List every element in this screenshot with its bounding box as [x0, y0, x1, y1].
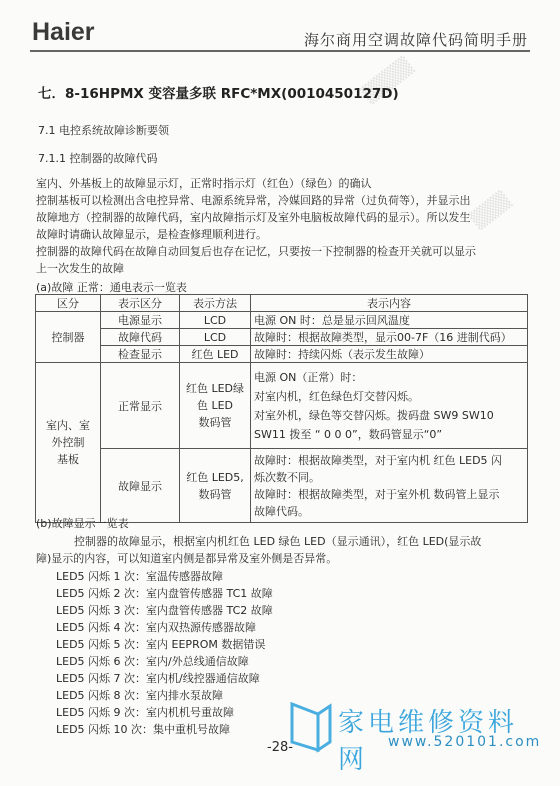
table-cell: 电源 ON 时：总是显示回风温度 — [251, 312, 528, 329]
cell-line: 电源 ON（正常）时： — [254, 370, 363, 384]
list-item: LED5 闪烁 7 次：室内机/线控器通信故障 — [56, 672, 260, 685]
list-item: LED5 闪烁 5 次：室内 EEPROM 数据错误 — [56, 638, 266, 651]
list-intro-line: 障)显示的内容，可以知道室内侧是都异常及室外侧是否异常。 — [36, 552, 338, 565]
intro-line: 故障地方（控制器的故障代码，室内故障指示灯及室外电脑板故障代码的显示）。所以发生 — [36, 211, 471, 224]
haier-logo: Haier — [32, 18, 95, 46]
table-cell: 故障时：根据故障类型，显示00-7F（16 进制代码） — [251, 329, 528, 346]
cell-line: 数码管 — [198, 416, 232, 429]
col-header: 表示方法 — [180, 295, 251, 312]
group-line: 室内、室 — [46, 419, 90, 432]
group-cell — [36, 363, 101, 523]
cell-line: 数码管 — [198, 487, 232, 501]
table-cell — [251, 363, 528, 449]
section-title: 七．8-16HPMX 变容量多联 RFC*MX(0010450127D) — [38, 86, 399, 102]
table-cell: LCD — [180, 329, 251, 346]
table-cell — [180, 363, 251, 449]
col-header: 表示区分 — [101, 295, 180, 312]
list-item: LED5 闪烁 4 次：室内双热源传感器故障 — [56, 621, 257, 634]
intro-line: 故障时请确认故障显示，是检查修理顺利进行。 — [36, 228, 267, 241]
table-cell: 红色 LED — [180, 346, 251, 363]
list-item: LED5 闪烁 2 次：室内盘管传感器 TC1 故障 — [56, 587, 273, 600]
group-line: 基板 — [57, 453, 79, 466]
table-row — [36, 363, 528, 449]
cell-line: 烁次数不同。 — [254, 470, 320, 484]
cell-line: 对室外机，绿色等交替闪烁。拨码盘 SW9 SW10 — [254, 408, 494, 422]
cell-line: 故障时：根据故障类型，对于室内机 红色 LED5 闪 — [254, 453, 503, 467]
cell-line: 红色 LED绿 — [185, 382, 245, 395]
table-row — [36, 449, 528, 523]
table-cell: LCD — [180, 312, 251, 329]
group-cell: 控制器 — [36, 312, 101, 363]
table-row — [36, 312, 528, 329]
col-header: 区分 — [36, 295, 101, 312]
page-header — [0, 0, 560, 52]
table-cell — [251, 449, 528, 523]
table-header-row — [36, 295, 528, 312]
table-cell: 电源显示 — [101, 312, 180, 329]
fault-display-table — [35, 294, 528, 523]
table-cell: 故障显示 — [101, 449, 180, 523]
table-cell: 故障代码 — [101, 329, 180, 346]
manual-title: 海尔商用空调故障代码简明手册 — [303, 31, 528, 49]
list-caption: (b)故障显示一览表 — [36, 517, 129, 530]
intro-line: 控制基板可以检测出含电控异常、电源系统异常，冷媒回路的异常（过负荷等），并显示出 — [36, 194, 471, 207]
page-number: -28- — [267, 740, 293, 755]
table-cell: 正常显示 — [101, 363, 180, 449]
cell-line: 色 LED — [196, 399, 234, 412]
col-header: 表示内容 — [251, 295, 528, 312]
table-cell — [180, 449, 251, 523]
intro-line: 室内、外基板上的故障显示灯，正常时指示灯（红色）（绿色）的确认 — [36, 177, 372, 190]
table-row — [36, 329, 528, 346]
cell-line: 故障时：根据故障类型，对于室外机 数码管上显示 — [254, 487, 500, 501]
stamp-url: www.520101.com — [388, 734, 542, 750]
intro-line: 上一次发生的故障 — [36, 262, 124, 275]
list-item: LED5 闪烁 10 次：集中重机号故障 — [56, 723, 231, 736]
header-rule — [30, 50, 530, 52]
intro-line: 控制器的故障代码在故障自动回复后也存在记忆，只要按一下控制器的检查开关就可以显示 — [36, 245, 476, 258]
intro-paragraph — [36, 175, 524, 277]
list-intro-line: 控制器的故障显示，根据室内机红色 LED 绿色 LED（显示通讯），红色 LED(显示故 — [74, 535, 482, 548]
cell-line: 红色 LED5, — [186, 470, 244, 484]
list-item: LED5 闪烁 8 次：室内排水泵故障 — [56, 689, 224, 702]
cell-line: SW11 拨至 “ 0 0 0”，数码管显示“0” — [254, 427, 443, 441]
led-fault-list — [56, 568, 273, 738]
cell-line: 故障代码。 — [254, 504, 309, 518]
list-item: LED5 闪烁 3 次：室内盘管传感器 TC2 故障 — [56, 604, 273, 617]
list-item: LED5 闪烁 9 次：室内机机号重故障 — [56, 706, 235, 719]
group-line: 外控制 — [51, 436, 85, 449]
cell-line: 对室内机，红色绿色灯交替闪烁。 — [254, 389, 419, 403]
list-item: LED5 闪烁 6 次：室内/外总线通信故障 — [56, 655, 249, 668]
list-item: LED5 闪烁 1 次：室温传感器故障 — [56, 570, 224, 583]
table-caption: (a)故障 正常：通电表示一览表 — [36, 281, 187, 294]
subsection-7-1-1: 7.1.1 控制器的故障代码 — [38, 152, 158, 165]
stamp-text: 家电维修资料网 — [338, 708, 519, 775]
subsection-7-1: 7.1 电控系统故障诊断要领 — [38, 124, 169, 137]
table-cell: 故障时：持续闪烁（表示发生故障） — [251, 346, 528, 363]
table-row — [36, 346, 528, 363]
table-cell: 检查显示 — [101, 346, 180, 363]
